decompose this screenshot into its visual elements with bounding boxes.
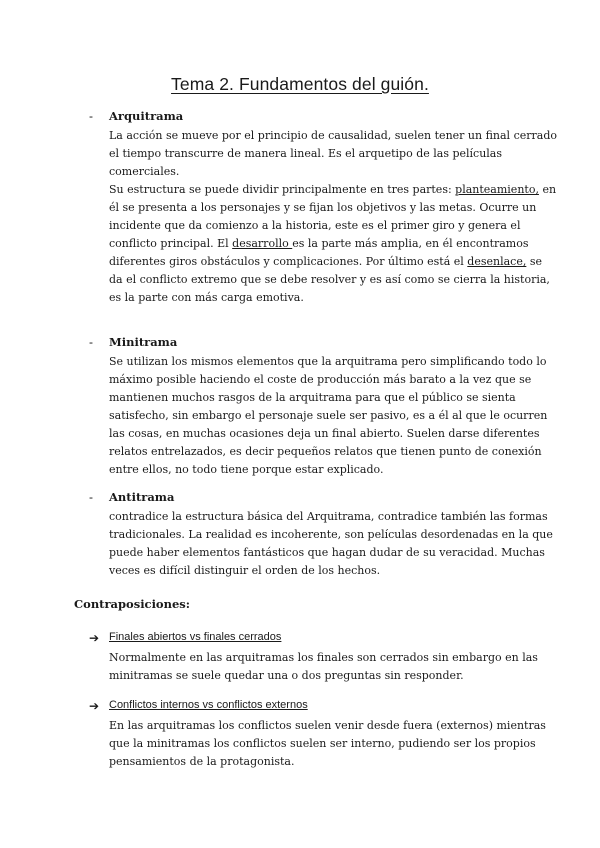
section-arquitrama	[89, 109, 557, 307]
text-line: entre ellos, no todo tiene porque estar explicado.	[109, 463, 384, 476]
bullet-dash: -	[89, 490, 93, 504]
text-line: mantienen muchos rasgos de la arquitrama para que el público se sienta	[109, 391, 516, 404]
text-line: La acción se mueve por el principio de causalidad, suelen tener un final cerrado	[109, 129, 557, 142]
text-line: puede haber elementos fantásticos que hagan dudar de su veracidad. Muchas	[109, 546, 545, 559]
section-body	[109, 508, 553, 580]
text-line	[109, 181, 557, 199]
section-heading: Antitrama	[109, 490, 175, 504]
text-line: es la parte con más carga emotiva.	[109, 291, 304, 304]
bullet-dash: -	[89, 335, 93, 349]
term-planteamiento: planteamiento,	[455, 183, 539, 196]
text-fragment: conflicto principal. El	[109, 237, 233, 250]
item-body	[109, 717, 546, 771]
contraposiciones-heading: Contraposiciones:	[74, 597, 190, 611]
text-line: comerciales.	[109, 165, 180, 178]
text-fragment: Su estructura se puede dividir principalmente en tres partes:	[109, 183, 456, 196]
text-line: pensamientos de la protagonista.	[109, 755, 295, 768]
term-desenlace: desenlace,	[467, 255, 527, 268]
text-line: incidente que da comienzo a la historia, este es el primer giro y genera el	[109, 219, 521, 232]
text-line: máximo posible haciendo el coste de producción más barato a la vez que se	[109, 373, 532, 386]
bullet-dash: -	[89, 109, 93, 123]
text-line: contradice la estructura básica del Arquitrama, contradice también las formas	[109, 510, 548, 523]
arrow-right-icon: ➔	[89, 631, 100, 645]
text-line: relatos entrelazados, es decir pequeños relatos que tienen punto de conexión	[109, 445, 542, 458]
arrow-right-icon: ➔	[89, 699, 100, 713]
item-body	[109, 649, 538, 685]
text-line: En las arquitramas los conflictos suelen venir desde fuera (externos) mientras	[109, 719, 546, 732]
section-body	[109, 353, 548, 479]
text-line: Normalmente en las arquitramas los finales son cerrados sin embargo en las	[109, 651, 538, 664]
page-title: Tema 2. Fundamentos del guión.	[171, 74, 429, 94]
section-minitrama	[89, 335, 548, 479]
section-heading: Arquitrama	[109, 109, 184, 123]
section-heading: Minitrama	[109, 335, 178, 349]
term-desarrollo: desarrollo	[232, 237, 293, 250]
section-antitrama	[89, 490, 553, 580]
text-line	[109, 253, 542, 271]
text-line: las cosas, en muchas ocasiones deja un final abierto. Suelen darse diferentes	[109, 427, 540, 440]
text-line: da el conflicto extremo que se debe resolver y es así como se cierra la historia,	[109, 273, 550, 286]
text-line: veces es difícil distinguir el orden de los hechos.	[109, 564, 381, 577]
text-line: satisfecho, sin embargo el personaje suele ser pasivo, es a él al que le ocurren	[109, 409, 548, 422]
text-line: el tiempo transcurre de manera lineal. Es el arquetipo de las películas	[109, 147, 503, 160]
section-body	[109, 127, 557, 307]
text-line: Se utilizan los mismos elementos que la arquitrama pero simplificando todo lo	[109, 355, 547, 368]
text-fragment: diferentes giros obstáculos y complicaciones. Por último está el	[109, 255, 468, 268]
text-fragment: en	[538, 183, 557, 196]
text-fragment: se	[526, 255, 542, 268]
text-line: él se presenta a los personajes y se fijan los objetivos y las metas. Ocurre un	[109, 201, 537, 214]
item-heading: Conflictos internos vs conflictos externos	[109, 699, 308, 711]
text-line: que la minitramas los conflictos suelen ser interno, pudiendo ser los propios	[109, 737, 536, 750]
item-heading: Finales abiertos vs finales cerrados	[109, 631, 282, 643]
text-line: tradicionales. La realidad es incoherente, son películas desordenadas en la que	[109, 528, 553, 541]
text-line	[109, 235, 529, 253]
text-line: minitramas se suele quedar una o dos preguntas sin responder.	[109, 669, 464, 682]
text-fragment: es la parte más amplia, en él encontramos	[292, 237, 529, 250]
